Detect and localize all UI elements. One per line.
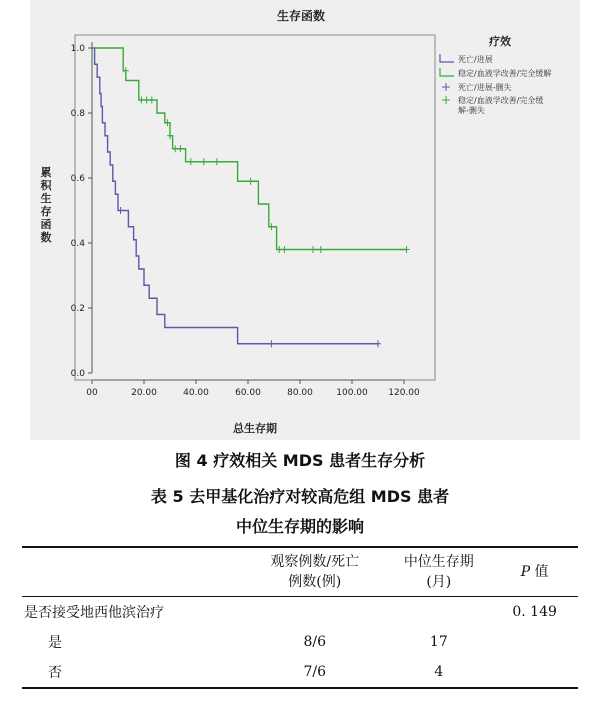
header-median: [386, 547, 491, 597]
header-count-line-1: 观察例数/死亡: [270, 554, 360, 570]
y-tick-label: 0.6: [70, 174, 85, 184]
x-axis-label: 总生存期: [233, 422, 277, 435]
row-p-value: [491, 657, 578, 688]
y-axis-label-char: 积: [40, 179, 52, 192]
header-median-line-1: 中位生存期: [403, 554, 474, 570]
legend: [440, 34, 551, 115]
survival-chart: [30, 0, 580, 440]
figure-caption: 图 4 疗效相关 MDS 患者生存分析: [174, 451, 426, 470]
x-tick-label: 60.00: [235, 388, 261, 398]
table-row: [22, 597, 578, 628]
legend-swatch: [442, 83, 450, 91]
header-count-line-2: 例数(例): [288, 574, 342, 590]
y-axis-label-char: 函: [40, 218, 52, 231]
results-table: [22, 546, 578, 689]
chart-title: 生存函数: [276, 9, 326, 23]
header-p-value: [491, 547, 578, 597]
y-axis-label-char: 生: [40, 192, 52, 205]
y-axis-label: [41, 165, 53, 244]
row-median: 4: [434, 664, 444, 680]
x-tick-label: 80.00: [287, 388, 313, 398]
row-label: 是否接受地西他滨治疗: [24, 605, 164, 621]
legend-swatch: [442, 96, 450, 104]
y-tick-label: 0.0: [70, 369, 85, 379]
row-median: 17: [429, 634, 448, 650]
x-tick-label: 100.00: [336, 388, 368, 398]
x-tick-label: 20.00: [131, 388, 157, 398]
header-count: [243, 547, 386, 597]
row-count: [243, 597, 386, 628]
y-tick-label: 0.8: [70, 109, 85, 119]
table-row: [22, 657, 578, 688]
y-tick-label: 0.2: [70, 304, 85, 314]
row-label: 是: [48, 635, 62, 651]
header-p-suffix: 值: [530, 564, 549, 580]
legend-title: 疗效: [489, 35, 511, 48]
y-tick-label: 1.0: [70, 44, 85, 54]
legend-entry: 解-删失: [458, 106, 485, 115]
legend-swatch: [440, 68, 454, 76]
legend-entry: 死亡/进展-删失: [458, 83, 512, 92]
y-axis-label-char: 存: [40, 205, 52, 218]
table-title-line-1: 表 5 去甲基化治疗对较高危组 MDS 患者: [150, 487, 450, 506]
y-tick-label: 0.4: [70, 239, 85, 249]
table-header-row: [22, 547, 578, 597]
table-title-line-2: 中位生存期的影响: [235, 517, 364, 536]
legend-entry: 死亡/进展: [458, 55, 493, 64]
row-label: 否: [48, 665, 62, 681]
table-row: [22, 627, 578, 657]
survival-figure: [30, 0, 580, 440]
x-tick-label: 40.00: [183, 388, 209, 398]
row-count: 7/6: [303, 664, 327, 680]
header-median-line-2: (月): [426, 574, 452, 590]
legend-entry: 稳定/血液学改善/完全缓: [458, 96, 544, 105]
row-median: [386, 597, 491, 628]
legend-entry: 稳定/血液学改善/完全缓解: [458, 69, 552, 78]
header-p-symbol: P: [520, 564, 531, 580]
legend-swatch: [440, 54, 454, 62]
row-count: 8/6: [303, 634, 327, 650]
row-p-value: [491, 627, 578, 657]
x-tick-label: 00: [86, 388, 98, 398]
plot-frame: [75, 35, 435, 380]
header-empty-cell: [22, 547, 243, 597]
y-axis-label-char: 累: [40, 166, 52, 179]
y-axis-label-char: 数: [40, 231, 52, 244]
row-p-value: 0. 149: [512, 604, 557, 620]
x-tick-label: 120.00: [388, 388, 420, 398]
